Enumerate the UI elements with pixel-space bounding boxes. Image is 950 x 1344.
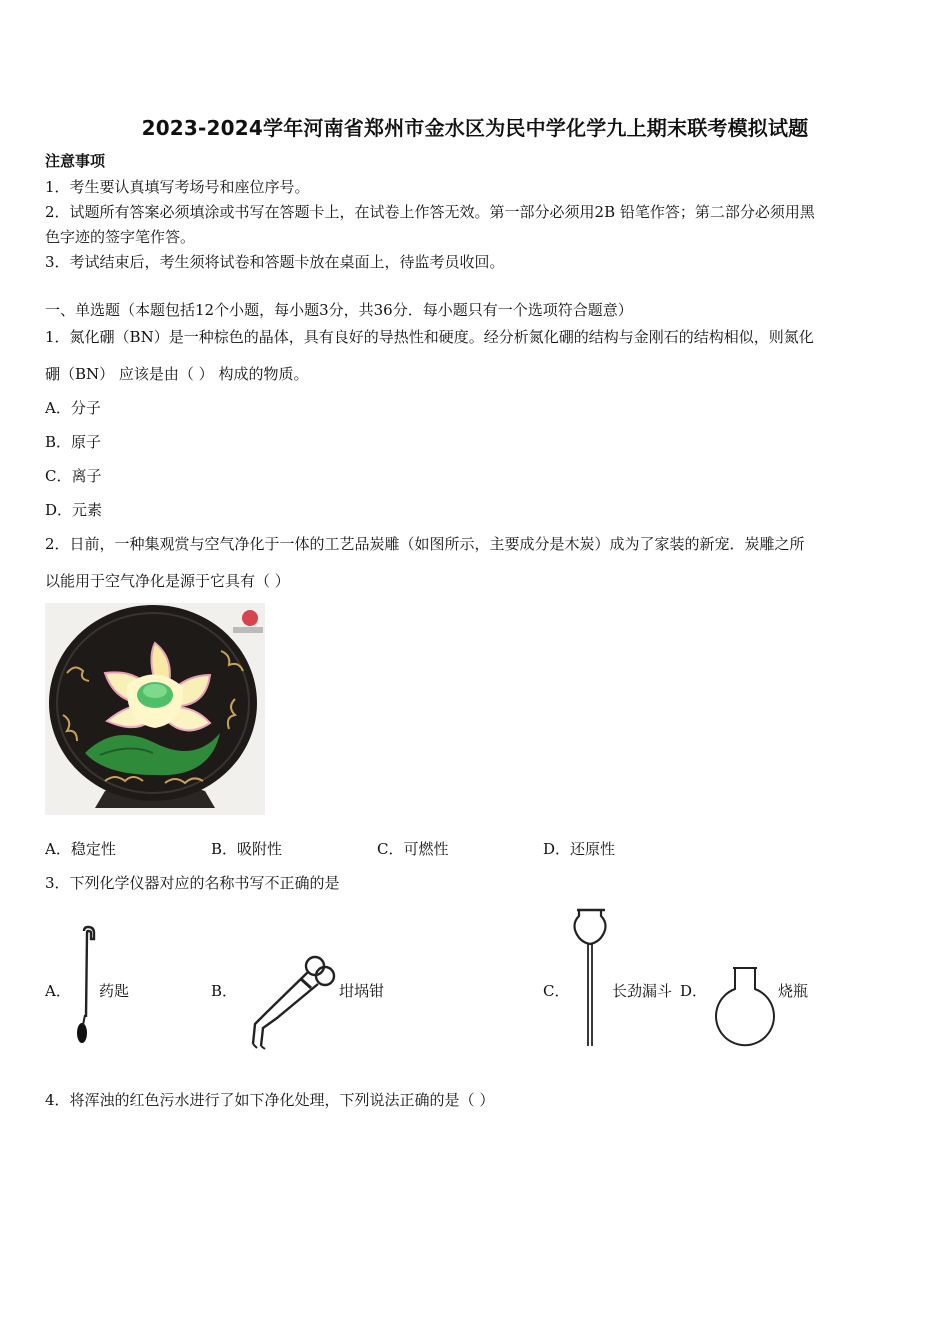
q2-stem-line2: 以能用于空气净化是源于它具有（ ） [45, 572, 290, 590]
q3-name-c: 长劲漏斗 [612, 982, 673, 1000]
q1-stem-line2: 硼（BN） 应该是由（ ） 构成的物质。 [45, 365, 309, 383]
q1-stem-line1: 1．氮化硼（BN）是一种棕色的晶体，具有良好的导热性和硬度。经分析氮化硼的结构与金刚石的结构相似，则氮化 [45, 328, 814, 346]
q2-option-b: B．吸附性 [211, 840, 283, 858]
q3-letter-d: D． [680, 982, 708, 1000]
crucible-tongs-icon [245, 952, 337, 1050]
q1-option-c: C．离子 [45, 467, 102, 485]
q3-name-a: 药匙 [99, 982, 130, 1000]
page-title: 2023-2024学年河南省郑州市金水区为民中学化学九上期末联考模拟试题 [141, 116, 809, 140]
q2-option-c: C．可燃性 [377, 840, 449, 858]
flask-icon [713, 965, 777, 1047]
q2-option-d: D．还原性 [543, 840, 616, 858]
q1-option-a: A．分子 [45, 399, 101, 417]
notice-item-2: 2．试题所有答案必须填涂或书写在答题卡上，在试卷上作答无效。第一部分必须用2B 铅笔作答；第二部分必须用黑 [45, 203, 815, 221]
q3-letter-a: A． [45, 982, 71, 1000]
notice-item-3: 3．考试结束后，考生须将试卷和答题卡放在桌面上，待监考员收回。 [45, 253, 505, 271]
notice-item-2-cont: 色字迹的签字笔作答。 [45, 228, 196, 246]
q2-option-a: A．稳定性 [45, 840, 116, 858]
q3-stem: 3．下列化学仪器对应的名称书写不正确的是 [45, 874, 340, 892]
q4-stem: 4．将浑浊的红色污水进行了如下净化处理，下列说法正确的是（ ） [45, 1091, 495, 1109]
q2-stem-line1: 2．日前，一种集观赏与空气净化于一体的工艺品炭雕（如图所示，主要成分是木炭）成为了家装的新宠．炭雕之所 [45, 535, 805, 553]
spoon-icon [70, 925, 100, 1048]
q3-name-d: 烧瓶 [778, 982, 809, 1000]
q1-option-d: D．元素 [45, 501, 103, 519]
section-heading: 一、单选题（本题包括12个小题，每小题3分，共36分．每小题只有一个选项符合题意） [45, 301, 633, 319]
q1-option-b: B．原子 [45, 433, 102, 451]
q3-name-b: 坩埚钳 [339, 982, 385, 1000]
q3-letter-c: C． [543, 982, 570, 1000]
q3-letter-b: B． [211, 982, 238, 1000]
notice-item-1: 1．考生要认真填写考场号和座位序号。 [45, 178, 310, 196]
long-neck-funnel-icon [571, 906, 611, 1051]
charcoal-carving-image [45, 603, 265, 815]
notice-heading: 注意事项 [45, 152, 106, 170]
